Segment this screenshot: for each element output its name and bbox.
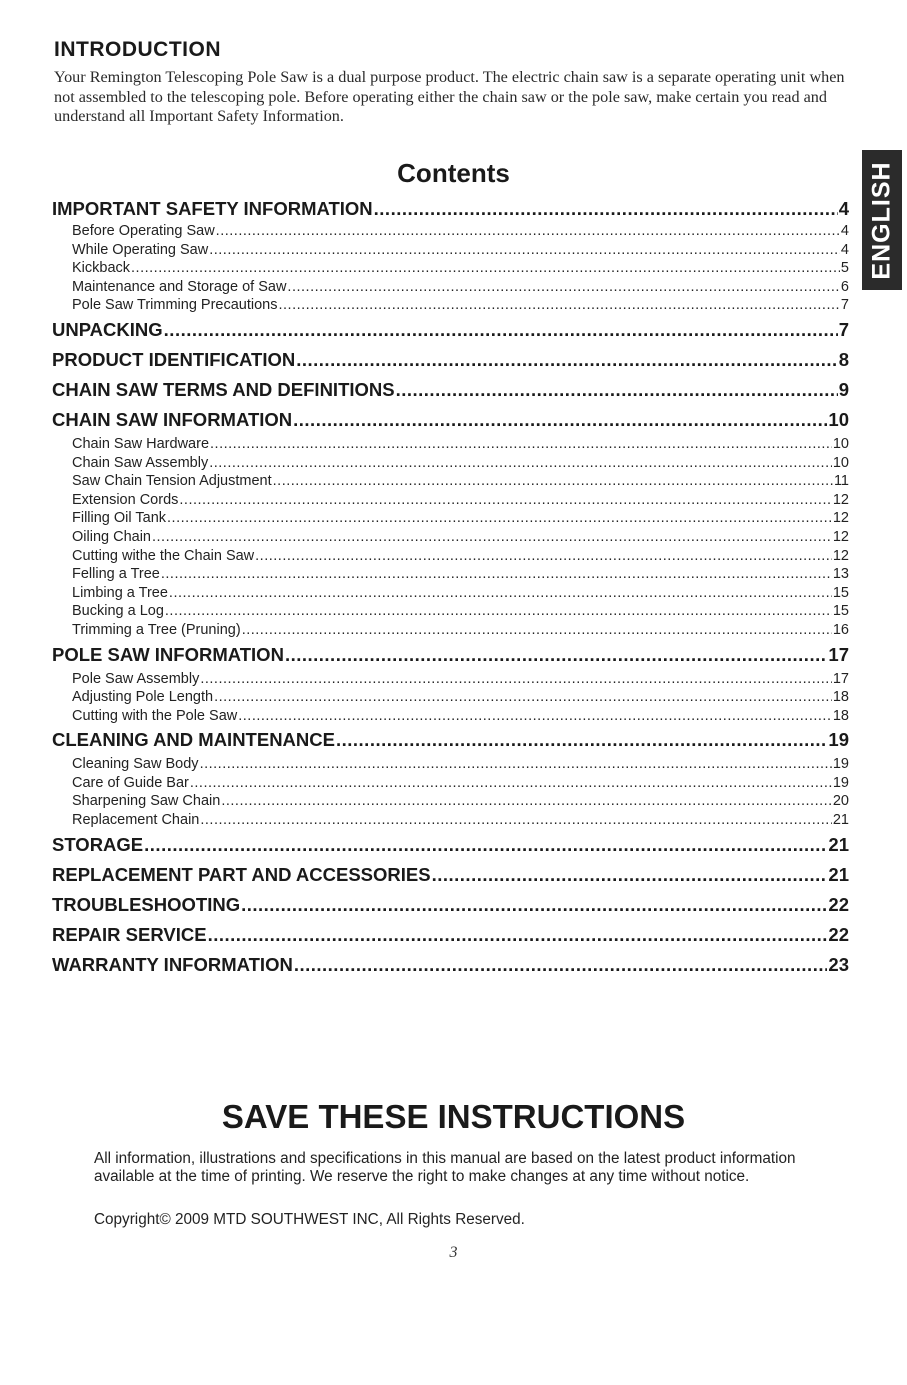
toc-section-page-number: 10 [828, 408, 849, 430]
toc-entry-label: Felling a Tree [72, 566, 160, 583]
toc-section-label: REPLACEMENT PART AND ACCESSORIES [52, 863, 431, 885]
toc-entry-label: Bucking a Log [72, 603, 164, 620]
toc-entry-label: Oiling Chain [72, 528, 151, 545]
toc-section [52, 345, 849, 375]
toc-entry-label: Before Operating Saw [72, 223, 215, 239]
toc-section-page-number: 22 [828, 893, 849, 915]
toc-entry-page-number: 19 [832, 756, 849, 773]
toc-section-page-number: 19 [828, 729, 849, 751]
toc-entry-label: Pole Saw Trimming Precautions [72, 297, 278, 314]
toc-entry [52, 241, 849, 260]
dot-leader [200, 811, 832, 830]
toc-entry [52, 811, 849, 830]
toc-entry [52, 472, 849, 491]
toc-section [52, 860, 849, 890]
toc-entry [52, 528, 849, 547]
toc-section [52, 725, 849, 755]
toc-section-label: WARRANTY INFORMATION [52, 953, 293, 975]
toc-entry-page-number: 4 [840, 241, 849, 258]
table-of-contents [52, 196, 849, 980]
copyright-notice: Copyright© 2009 MTD SOUTHWEST INC, All Rights Reserved. [94, 1211, 525, 1228]
dot-leader [131, 259, 840, 278]
dot-leader [165, 602, 832, 621]
toc-entry-label: Kickback [72, 260, 131, 277]
dot-leader [374, 196, 838, 222]
toc-section-page-number: 9 [838, 378, 849, 400]
toc-entry-page-number: 10 [832, 435, 849, 452]
dot-leader [432, 860, 828, 890]
toc-entry-label: Adjusting Pole Length [72, 689, 214, 706]
toc-entry-label: Pole Saw Assembly [72, 670, 200, 687]
dot-leader [200, 755, 832, 774]
toc-entry-label: Extension Cords [72, 491, 179, 508]
toc-section [52, 405, 849, 435]
dot-leader [255, 547, 832, 566]
dot-leader [144, 830, 827, 860]
toc-entry-page-number: 18 [832, 707, 849, 724]
toc-entry-page-number: 13 [832, 566, 849, 583]
toc-entry-page-number: 4 [840, 223, 849, 239]
dot-leader [285, 640, 827, 670]
toc-entry [52, 565, 849, 584]
dot-leader [169, 584, 832, 603]
toc-entry-label: Cutting with the Pole Saw [72, 707, 238, 724]
dot-leader [179, 491, 831, 510]
dot-leader [210, 435, 832, 454]
dot-leader [336, 725, 827, 755]
toc-entry-page-number: 17 [832, 670, 849, 687]
toc-section-page-number: 21 [828, 863, 849, 885]
toc-entry-page-number: 7 [840, 297, 849, 314]
dot-leader [294, 950, 828, 980]
toc-section-label: STORAGE [52, 833, 144, 855]
toc-entry [52, 792, 849, 811]
introduction-heading: INTRODUCTION [54, 38, 221, 61]
toc-entry [52, 584, 849, 603]
toc-entry-label: Cutting withe the Chain Saw [72, 547, 255, 564]
toc-entry-page-number: 18 [832, 689, 849, 706]
toc-entry [52, 296, 849, 315]
dot-leader [164, 315, 838, 345]
toc-entry-page-number: 12 [832, 528, 849, 545]
dot-leader [214, 688, 832, 707]
toc-section-label: TROUBLESHOOTING [52, 893, 241, 915]
toc-entry [52, 509, 849, 528]
dot-leader [273, 472, 833, 491]
dot-leader [241, 890, 827, 920]
toc-section [52, 196, 849, 222]
toc-section-label: CLEANING AND MAINTENANCE [52, 729, 335, 751]
toc-section-label: POLE SAW INFORMATION [52, 643, 284, 665]
toc-entry-page-number: 15 [832, 603, 849, 620]
dot-leader [238, 707, 832, 726]
toc-section-page-number: 4 [838, 198, 849, 219]
toc-entry-label: Maintenance and Storage of Saw [72, 278, 287, 295]
toc-entry [52, 707, 849, 726]
language-tab-label: ENGLISH [867, 160, 896, 280]
dot-leader [209, 454, 832, 473]
toc-entry [52, 435, 849, 454]
toc-entry-label: Care of Guide Bar [72, 774, 189, 791]
dot-leader [279, 296, 840, 315]
page-number: 3 [449, 1244, 458, 1261]
toc-entry-label: Saw Chain Tension Adjustment [72, 473, 272, 490]
toc-entry [52, 547, 849, 566]
toc-section-label: CHAIN SAW INFORMATION [52, 408, 293, 430]
dot-leader [152, 528, 832, 547]
toc-section-label: IMPORTANT SAFETY INFORMATION [52, 198, 373, 219]
dot-leader [209, 241, 840, 260]
toc-section-page-number: 22 [828, 923, 849, 945]
toc-section-label: CHAIN SAW TERMS AND DEFINITIONS [52, 378, 395, 400]
toc-entry-page-number: 10 [832, 454, 849, 471]
toc-section-page-number: 23 [828, 953, 849, 975]
toc-section-page-number: 7 [838, 318, 849, 340]
toc-entry-page-number: 12 [832, 491, 849, 508]
toc-entry-page-number: 21 [832, 812, 849, 829]
toc-section-page-number: 21 [828, 833, 849, 855]
toc-section-page-number: 17 [828, 643, 849, 665]
toc-entry-label: Replacement Chain [72, 812, 200, 829]
introduction-paragraph: Your Remington Telescoping Pole Saw is a dual purpose product. The electric chain saw is a separate operating unit when not assembled to the telescoping pole. Before operating either the chain saw or the pole saw, make certain you read and understand all Important Safety Information. [54, 68, 845, 125]
toc-entry-label: Sharpening Saw Chain [72, 793, 221, 810]
toc-section-label: REPAIR SERVICE [52, 923, 207, 945]
toc-entry [52, 454, 849, 473]
toc-section [52, 890, 849, 920]
toc-section [52, 315, 849, 345]
toc-entry-page-number: 12 [832, 547, 849, 564]
toc-entry [52, 278, 849, 297]
toc-entry [52, 491, 849, 510]
toc-entry [52, 222, 849, 241]
toc-entry-page-number: 20 [832, 793, 849, 810]
dot-leader [221, 792, 832, 811]
dot-leader [200, 670, 832, 689]
toc-entry [52, 755, 849, 774]
toc-entry-page-number: 11 [833, 473, 849, 490]
dot-leader [242, 621, 832, 640]
toc-entry-label: Filling Oil Tank [72, 510, 167, 527]
toc-section [52, 375, 849, 405]
toc-section-page-number: 8 [838, 348, 849, 370]
toc-entry-page-number: 16 [832, 621, 849, 638]
toc-entry-label: While Operating Saw [72, 241, 209, 258]
toc-entry-label: Trimming a Tree (Pruning) [72, 621, 241, 638]
dot-leader [293, 405, 827, 435]
language-tab [862, 150, 902, 290]
toc-section [52, 830, 849, 860]
toc-section [52, 920, 849, 950]
toc-entry-page-number: 15 [832, 584, 849, 601]
toc-entry-page-number: 12 [832, 510, 849, 527]
toc-entry [52, 602, 849, 621]
toc-section [52, 640, 849, 670]
toc-entry-label: Cleaning Saw Body [72, 756, 199, 773]
dot-leader [296, 345, 837, 375]
save-instructions-title: SAVE THESE INSTRUCTIONS [221, 1098, 686, 1135]
contents-title: Contents [397, 158, 510, 188]
toc-entry-label: Limbing a Tree [72, 584, 168, 601]
dot-leader [190, 774, 832, 793]
toc-entry [52, 259, 849, 278]
toc-entry-page-number: 6 [840, 278, 849, 295]
toc-entry-label: Chain Saw Assembly [72, 454, 209, 471]
information-notice: All information, illustrations and specifications in this manual are based on the latest product information available at the time of printing. We reserve the right to make changes at any time without notice. [94, 1150, 796, 1186]
toc-section-label: UNPACKING [52, 318, 163, 340]
toc-section [52, 950, 849, 980]
dot-leader [396, 375, 838, 405]
toc-section-label: PRODUCT IDENTIFICATION [52, 348, 296, 370]
dot-leader [287, 278, 840, 297]
dot-leader [161, 565, 832, 584]
toc-entry-page-number: 19 [832, 774, 849, 791]
toc-entry [52, 774, 849, 793]
toc-entry [52, 670, 849, 689]
toc-entry-label: Chain Saw Hardware [72, 435, 210, 452]
dot-leader [208, 920, 828, 950]
dot-leader [167, 509, 832, 528]
toc-entry [52, 688, 849, 707]
toc-entry [52, 621, 849, 640]
toc-entry-page-number: 5 [840, 260, 849, 277]
dot-leader [216, 222, 840, 241]
